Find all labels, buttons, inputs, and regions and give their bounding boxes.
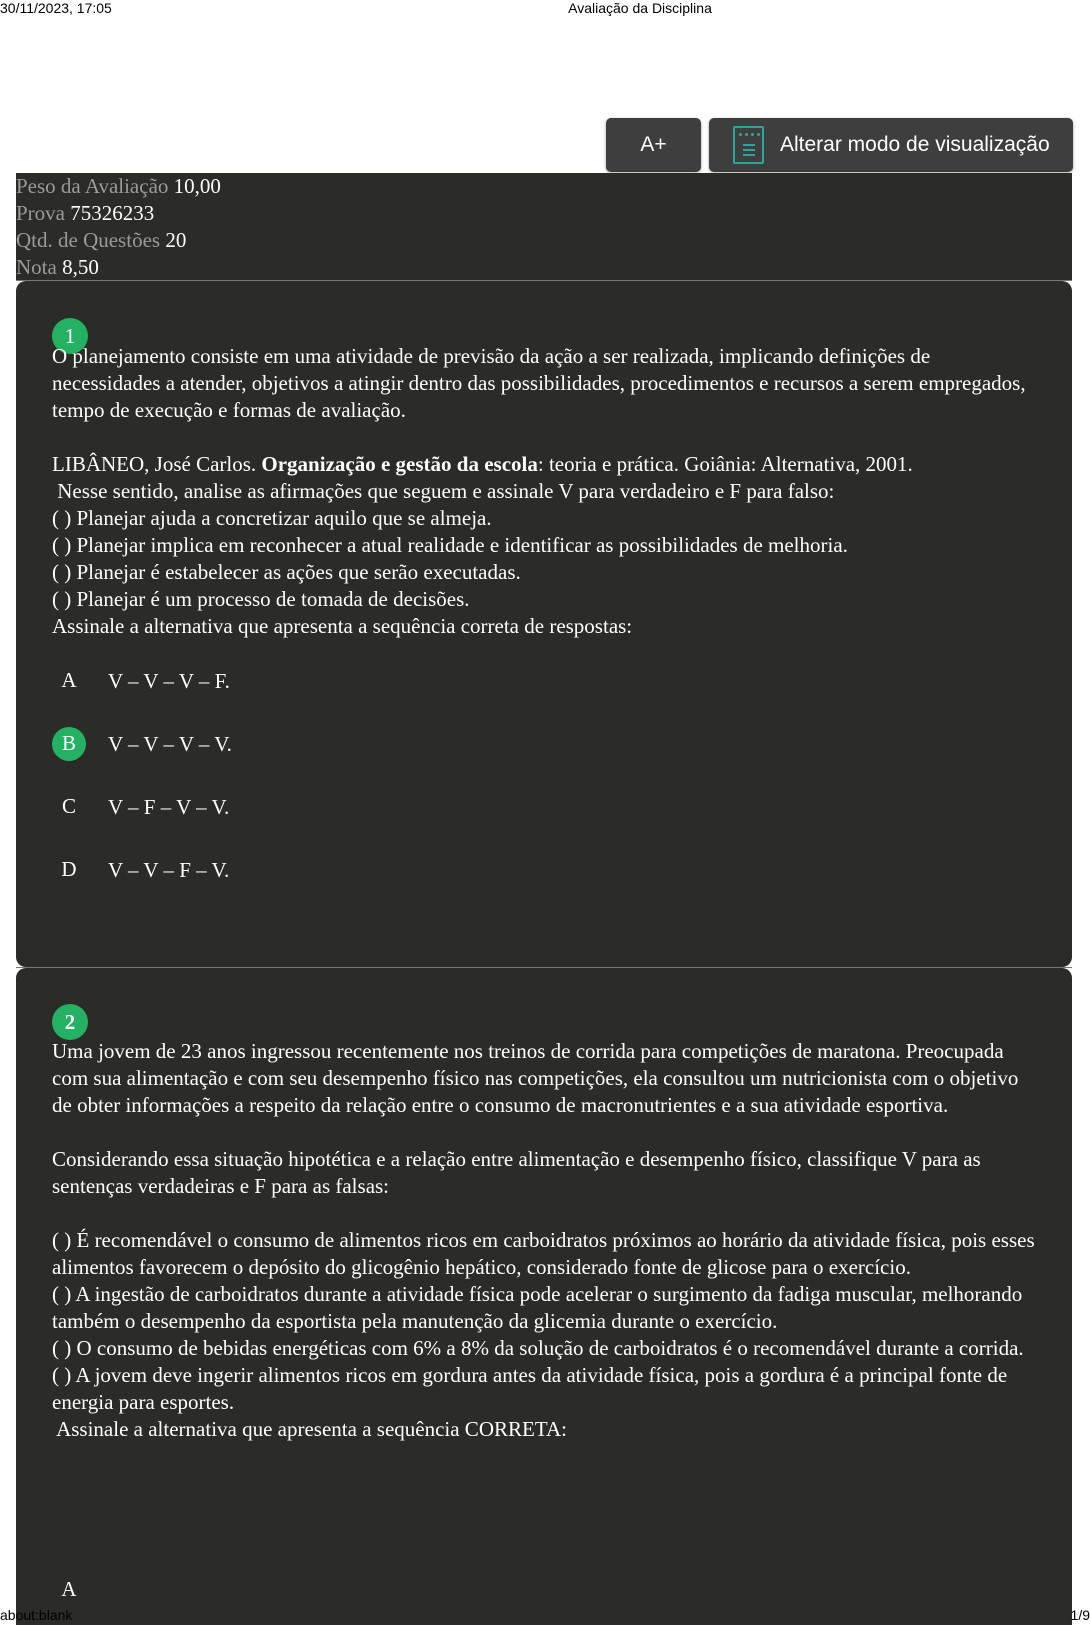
question-card-1 xyxy=(16,281,1072,967)
question-card-2 xyxy=(16,968,1072,1625)
question-prompt: Assinale a alternativa que apresenta a sequência CORRETA: xyxy=(52,1417,567,1441)
change-view-mode-label: Alterar modo de visualização xyxy=(780,133,1050,156)
question-text xyxy=(52,343,1042,640)
question-count-value: 20 xyxy=(165,228,187,252)
question-number-badge: 2 xyxy=(52,1004,88,1040)
alternative-b-selected[interactable] xyxy=(52,727,232,761)
question-number-badge: 1 xyxy=(52,318,88,354)
print-url: about:blank xyxy=(0,1607,73,1623)
statement: ( ) O consumo de bebidas energéticas com 6% a 8% da solução de carboidratos é o recomendável durante a corrida. xyxy=(52,1336,1024,1360)
citation-title: Organização e gestão da escola xyxy=(261,452,538,476)
print-title: Avaliação da Disciplina xyxy=(568,0,712,16)
document-icon xyxy=(733,126,764,164)
question-instruction: Nesse sentido, analise as afirmações que seguem e assinale V para verdadeiro e F para falso: xyxy=(52,479,835,503)
alternative-a[interactable] xyxy=(52,664,230,698)
toolbar xyxy=(606,118,1073,172)
increase-font-button[interactable] xyxy=(606,118,701,172)
exam-weight-value: 10,00 xyxy=(173,174,221,198)
exam-weight-row xyxy=(16,173,1072,200)
alternative-c[interactable] xyxy=(52,790,229,824)
increase-font-label: A+ xyxy=(640,133,667,156)
citation-author: LIBÂNEO, José Carlos. xyxy=(52,452,262,476)
print-datetime: 30/11/2023, 17:05 xyxy=(0,0,112,16)
question-text xyxy=(52,1038,1042,1443)
change-view-mode-button[interactable] xyxy=(709,118,1073,172)
grade-value: 8,50 xyxy=(62,255,99,279)
question-prompt: Assinale a alternativa que apresenta a sequência correta de respostas: xyxy=(52,614,633,638)
statement: ( ) É recomendável o consumo de alimentos ricos em carboidratos próximos ao horário da atividade física, pois esses alimentos favorecem o depósito do glicogênio hepático, considerado fonte de glicose para o exercício. xyxy=(52,1228,1035,1279)
statement: ( ) A jovem deve ingerir alimentos ricos em gordura antes da atividade física, pois a gordura é a principal fonte de energia para esportes. xyxy=(52,1363,1008,1414)
alternative-letter: A xyxy=(61,668,77,692)
alternative-text: V – F – V – V. xyxy=(108,794,230,819)
alternative-d[interactable] xyxy=(52,853,229,887)
alternative-a[interactable] xyxy=(52,1573,86,1607)
citation xyxy=(52,451,1042,478)
statement: ( ) Planejar é um processo de tomada de decisões. xyxy=(52,587,470,611)
grade-label: Nota xyxy=(16,255,57,279)
alternative-letter: C xyxy=(61,794,76,818)
alternative-letter: D xyxy=(61,857,77,881)
question-paragraph: Uma jovem de 23 anos ingressou recentemente nos treinos de corrida para competições de maratona. Preocupada com sua alimentação e com seu desempenho físico nas competições, ela consultou um nutricionista com o objetivo de obter informações a respeito da relação entre o consumo de macronutrientes e a sua atividade esportiva. xyxy=(52,1039,1019,1117)
print-page-number: 1/9 xyxy=(1070,1607,1090,1623)
exam-info-panel xyxy=(16,173,1072,281)
grade-row xyxy=(16,254,1072,281)
exam-id-value: 75326233 xyxy=(70,201,155,225)
question-instruction: Considerando essa situação hipotética e a relação entre alimentação e desempenho físico, classifique V para as sentenças verdadeiras e F para as falsas: xyxy=(52,1147,981,1198)
alternative-text: V – V – F – V. xyxy=(108,857,230,882)
citation-rest: : teoria e prática. Goiânia: Alternativa, 2001. xyxy=(537,452,913,476)
print-footer xyxy=(0,1607,1090,1625)
statement: ( ) Planejar implica em reconhecer a atual realidade e identificar as possibilidades de melhoria. xyxy=(52,533,848,557)
statement: ( ) Planejar ajuda a concretizar aquilo que se almeja. xyxy=(52,506,492,530)
statement: ( ) Planejar é estabelecer as ações que serão executadas. xyxy=(52,560,521,584)
alternative-text: V – V – V – V. xyxy=(108,731,232,756)
question-paragraph: O planejamento consiste em uma atividade de previsão da ação a ser realizada, implicando definições de necessidades a atender, objetivos a atingir dentro das possibilidades, procedimentos e recursos a serem empregados, tempo de execução e formas de avaliação. xyxy=(52,344,1026,422)
statement: ( ) A ingestão de carboidratos durante a atividade física pode acelerar o surgimento da fadiga muscular, melhorando também o desempenho da esportista pela manutenção da glicemia durante o exercício. xyxy=(52,1282,1023,1333)
question-count-row xyxy=(16,227,1072,254)
print-header xyxy=(0,0,1090,20)
alternative-letter-selected: B xyxy=(52,727,86,761)
question-count-label: Qtd. de Questões xyxy=(16,228,161,252)
alternative-letter: A xyxy=(61,1577,77,1601)
exam-id-label: Prova xyxy=(16,201,65,225)
exam-id-row xyxy=(16,200,1072,227)
alternative-text: V – V – V – F. xyxy=(108,668,230,693)
exam-weight-label: Peso da Avaliação xyxy=(16,174,169,198)
